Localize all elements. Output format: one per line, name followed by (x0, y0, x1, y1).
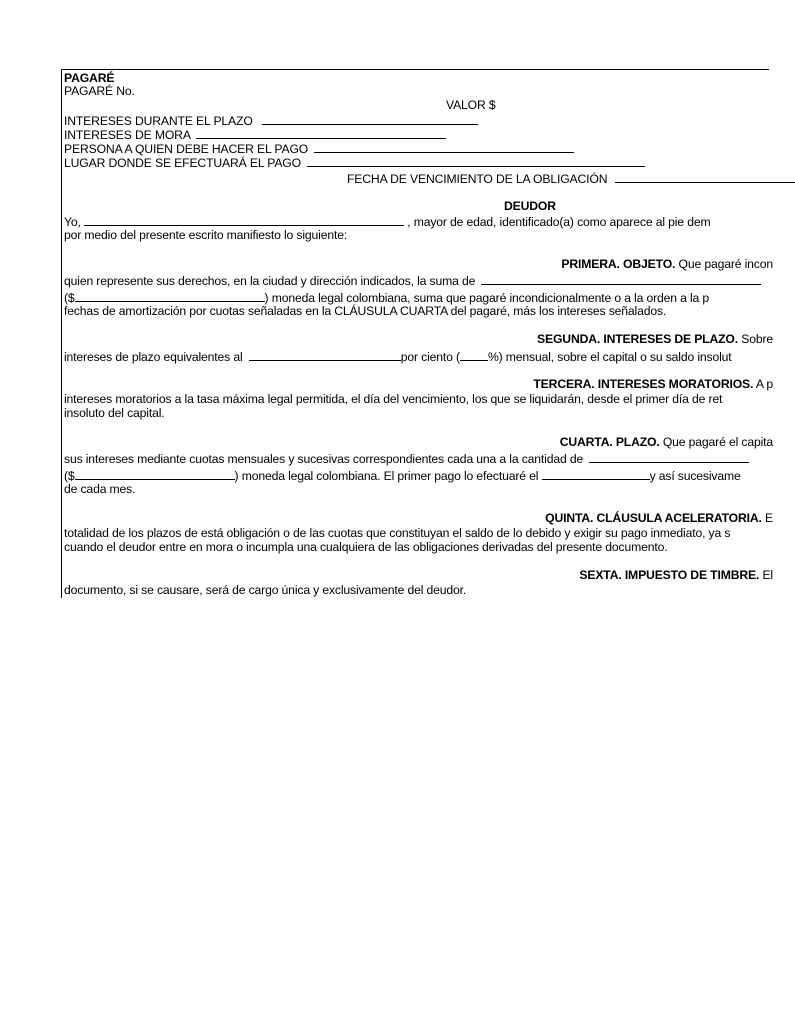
intro-line-1 (64, 214, 710, 229)
due-date-blank (615, 171, 795, 183)
clause-sexta-line-1: documento, si se causare, será de cargo única y exclusivamente del deudor. (64, 583, 467, 597)
clause-segunda-line-1 (64, 349, 732, 364)
interest-term-blank (262, 113, 478, 125)
percent-blank (460, 349, 488, 361)
debtor-name-blank (84, 214, 404, 226)
clause-quinta-heading-line (545, 511, 773, 525)
clause-segunda-text-3: %) mensual, sobre el capital o su saldo insolut (487, 350, 732, 364)
clause-segunda-heading-line (537, 332, 773, 346)
clause-quinta-line-2: cuando el deudor entre en mora o incumpla una cualquiera de las obligaciones derivadas del presente documento. (64, 540, 668, 554)
clause-cuarta-line-3: de cada mes. (64, 482, 136, 496)
clause-primera-line-2 (64, 290, 709, 305)
place-label: LUGAR DONDE SE EFECTUARÁ EL PAGO (64, 156, 301, 170)
due-date-line (347, 171, 795, 186)
clause-cuarta-heading-line (560, 435, 773, 449)
debtor-heading: DEUDOR (504, 199, 556, 213)
term-rate-blank (249, 349, 401, 361)
note-number-label: PAGARÉ No. (64, 84, 135, 98)
interest-term-label: INTERESES DURANTE EL PLAZO (64, 114, 253, 128)
clause-primera-text-2: ) moneda legal colombiana, suma que pagaré incondicionalmente o a la orden a la p (264, 291, 710, 305)
clause-cuarta-lead: Que pagaré el capita (659, 435, 773, 449)
payee-blank (314, 141, 574, 153)
intro-rest: , mayor de edad, identificado(a) como aparece al pie dem (407, 215, 711, 229)
clause-cuarta-text-2: ) moneda legal colombiana. El primer pago lo efectuaré el (234, 469, 539, 483)
value-label: VALOR $ (446, 98, 496, 112)
clause-cuarta-text-3: y así sucesivame (649, 469, 741, 483)
clause-primera-dollar: ($ (64, 291, 75, 305)
installment-number-blank (75, 468, 235, 480)
interest-default-line (64, 127, 446, 142)
payee-label: PERSONA A QUIEN DEBE HACER EL PAGO (64, 142, 309, 156)
interest-term-line (64, 113, 478, 128)
amount-number-blank (75, 290, 265, 302)
payee-line (64, 141, 574, 156)
due-date-label: FECHA DE VENCIMIENTO DE LA OBLIGACIÓN (347, 172, 608, 186)
clause-quinta-line-1: totalidad de los plazos de está obligación o de las cuotas que constituyan el saldo de lo debido y exigir su pago inmediato, ya s (64, 526, 731, 540)
first-payment-date-blank (542, 468, 650, 480)
clause-quinta-heading: QUINTA. CLÁUSULA ACELERATORIA. (545, 511, 762, 525)
interest-default-blank (196, 127, 446, 139)
document-title: PAGARÉ (64, 71, 115, 85)
installment-amount-blank (589, 451, 749, 463)
clause-primera-line-3: fechas de amortización por cuotas señaladas en la CLÁUSULA CUARTA del pagaré, más los intereses señalados. (64, 304, 667, 318)
promissory-note-sheet (61, 69, 773, 598)
clause-primera-text-1: quien represente sus derechos, en la ciudad y dirección indicados, la suma de (64, 274, 476, 288)
clause-primera-lead: Que pagaré incon (675, 257, 773, 271)
clause-quinta-lead: E (761, 511, 773, 525)
clause-tercera-lead: A p (753, 377, 773, 391)
place-blank (307, 155, 645, 167)
clause-segunda-heading: SEGUNDA. INTERESES DE PLAZO. (537, 332, 738, 346)
place-line (64, 155, 645, 170)
intro-yo: Yo, (64, 215, 81, 229)
clause-cuarta-heading: CUARTA. PLAZO. (559, 435, 660, 449)
clause-tercera-heading: TERCERA. INTERESES MORATORIOS. (533, 377, 754, 391)
amount-words-blank (481, 273, 761, 285)
clause-sexta-heading: SEXTA. IMPUESTO DE TIMBRE. (579, 568, 760, 582)
clause-sexta-heading-line (579, 568, 773, 582)
clause-segunda-text-2: por ciento ( (400, 350, 460, 364)
clause-tercera-heading-line (533, 377, 773, 391)
interest-default-label: INTERESES DE MORA (64, 128, 191, 142)
clause-tercera-line-1: intereses moratorios a la tasa máxima legal permitida, el día del vencimiento, los que se liquidarán, desde el primer día de ret (64, 392, 723, 406)
clause-segunda-text-1: intereses de plazo equivalentes al (64, 350, 243, 364)
clause-cuarta-text-1: sus intereses mediante cuotas mensuales y sucesivas correspondientes cada una a la cantidad de (64, 452, 584, 466)
clause-cuarta-line-2 (64, 468, 741, 483)
clause-sexta-lead: El (759, 568, 773, 582)
clause-tercera-line-2: insoluto del capital. (64, 406, 165, 420)
clause-segunda-lead: Sobre (737, 332, 773, 346)
clause-cuarta-dollar: ($ (64, 469, 75, 483)
intro-line-2: por medio del presente escrito manifiesto lo siguiente: (64, 228, 348, 242)
clause-primera-heading: PRIMERA. OBJETO. (561, 257, 676, 271)
clause-primera-heading-line (561, 257, 773, 271)
clause-primera-line-1 (64, 273, 761, 288)
clause-cuarta-line-1 (64, 451, 749, 466)
